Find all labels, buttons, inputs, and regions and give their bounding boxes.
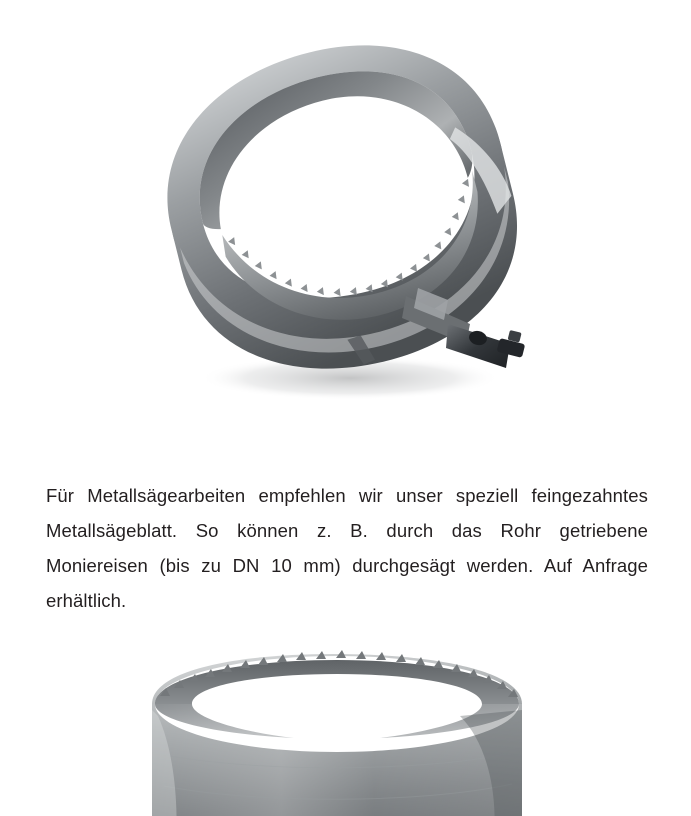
body-paragraph-block bbox=[46, 478, 648, 618]
bottom-figure bbox=[0, 638, 691, 816]
paragraph-text: Für Metallsägearbeiten empfehlen wir unser speziell feingezahntes Metallsägeblatt. So können z. B. durch das Rohr getriebene Moniereisen (bis zu DN 10 mm) durchgesägt werden. Auf Anfrage erhältlich. bbox=[46, 485, 648, 611]
metal-saw-blade-ring-photo-cropped bbox=[130, 646, 550, 816]
metal-saw-blade-ring-photo bbox=[118, 38, 558, 408]
